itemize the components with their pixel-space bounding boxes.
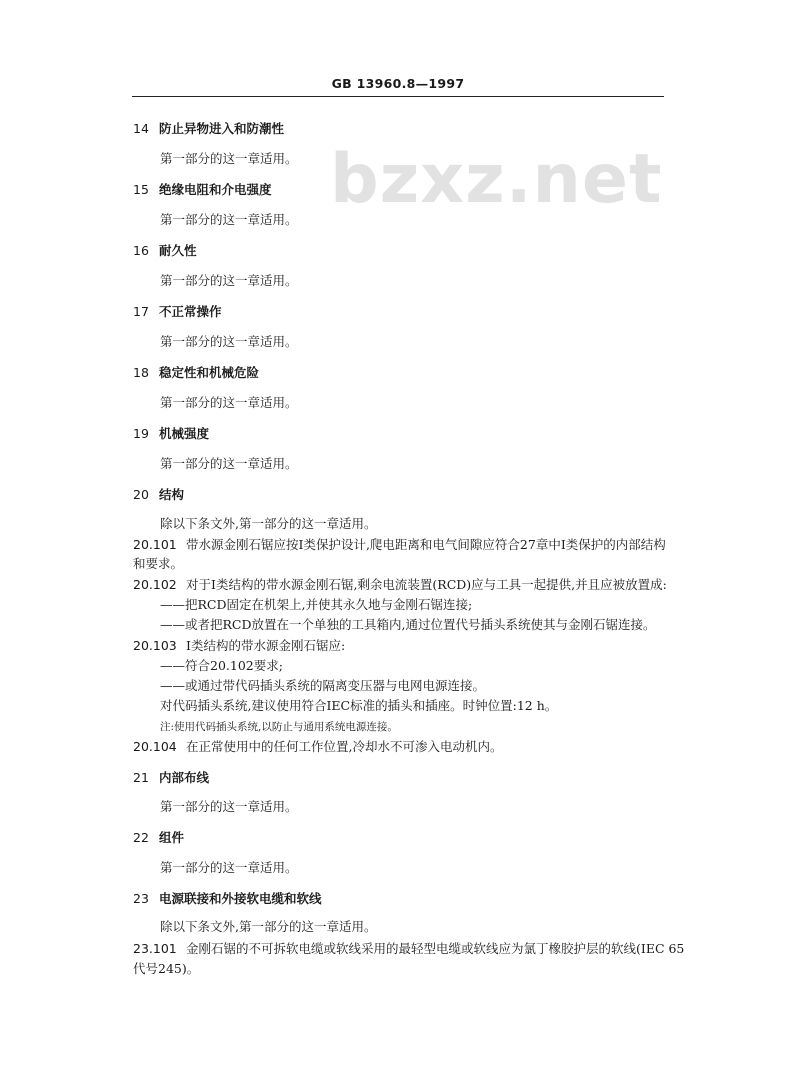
- section-heading: [133, 487, 184, 503]
- section-title: 稳定性和机械危险: [159, 365, 260, 380]
- section-body: 除以下条文外,第一部分的这一章适用。: [160, 516, 377, 531]
- section-title: 不正常操作: [159, 304, 222, 319]
- section-body: 第一部分的这一章适用。: [160, 395, 298, 410]
- section-title: 耐久性: [159, 243, 197, 258]
- section-heading: [133, 121, 284, 137]
- header-rule: [132, 96, 664, 97]
- list-item: ——或者把RCD放置在一个单独的工具箱内,通过位置代号插头系统使其与金刚石锯连接。: [160, 617, 656, 632]
- list-item: ——符合20.102要求;: [160, 658, 283, 673]
- clause-text: 对于Ⅰ类结构的带水源金刚石锯,剩余电流装置(RCD)应与工具一起提供,并且应被放置成:: [186, 577, 667, 592]
- section-number: 19: [133, 426, 149, 441]
- section-title: 绝缘电阻和介电强度: [159, 182, 272, 197]
- section-title: 组件: [159, 830, 185, 845]
- section-title: 内部布线: [159, 770, 210, 785]
- section-body: 第一部分的这一章适用。: [160, 334, 298, 349]
- list-item: ——或通过带代码插头系统的隔离变压器与电网电源连接。: [160, 678, 486, 693]
- watermark: bzxz.net: [330, 140, 663, 219]
- clause-text: Ⅰ类结构的带水源金刚石锯应:: [186, 638, 346, 653]
- clause-number: 20.101: [133, 537, 177, 552]
- section-heading: [133, 365, 259, 381]
- clause-text: 金刚石锯的不可拆软电缆或软线采用的最轻型电缆或软线应为氯丁橡胶护层的软线(IEC 65: [186, 941, 685, 956]
- section-heading: [133, 243, 197, 259]
- section-heading: [133, 770, 209, 786]
- section-body: 第一部分的这一章适用。: [160, 456, 298, 471]
- clause-text-continued: 代号245)。: [133, 961, 200, 976]
- section-heading: [133, 182, 272, 198]
- section-title: 防止异物进入和防潮性: [159, 121, 285, 136]
- section-heading: [133, 891, 322, 907]
- clause-number: 23.101: [133, 941, 177, 956]
- clause-text: 对代码插头系统,建议使用符合IEC标准的插头和插座。时钟位置:12 h。: [160, 698, 558, 713]
- note: 注:使用代码插头系统,以防止与通用系统电源连接。: [160, 721, 398, 733]
- clause-text: 在正常使用中的任何工作位置,冷却水不可渗入电动机内。: [186, 739, 503, 754]
- clause-number: 20.103: [133, 638, 177, 653]
- section-number: 15: [133, 182, 149, 197]
- clause-20-102: [133, 577, 667, 593]
- section-heading: [133, 426, 209, 442]
- section-title: 结构: [159, 487, 185, 502]
- clause-text-continued: 和要求。: [133, 556, 184, 571]
- section-title: 电源联接和外接软电缆和软线: [159, 891, 322, 906]
- section-number: 17: [133, 304, 149, 319]
- list-item: ——把RCD固定在机架上,并使其永久地与金刚石锯连接;: [160, 597, 473, 612]
- clause-23-101: [133, 941, 684, 957]
- section-body: 第一部分的这一章适用。: [160, 273, 298, 288]
- section-number: 23: [133, 891, 149, 906]
- section-number: 21: [133, 770, 149, 785]
- section-heading: [133, 304, 222, 320]
- section-number: 16: [133, 243, 149, 258]
- section-title: 机械强度: [159, 426, 210, 441]
- section-number: 22: [133, 830, 149, 845]
- clause-number: 20.104: [133, 739, 177, 754]
- clause-20-103: [133, 638, 345, 654]
- section-body: 第一部分的这一章适用。: [160, 860, 298, 875]
- section-body: 第一部分的这一章适用。: [160, 151, 298, 166]
- section-heading: [133, 830, 184, 846]
- section-body: 除以下条文外,第一部分的这一章适用。: [160, 919, 377, 934]
- section-number: 20: [133, 487, 149, 502]
- clause-number: 20.102: [133, 577, 177, 592]
- section-body: 第一部分的这一章适用。: [160, 212, 298, 227]
- section-number: 18: [133, 365, 149, 380]
- clause-text: 带水源金刚石锯应按Ⅰ类保护设计,爬电距离和电气间隙应符合27章中Ⅰ类保护的内部结构: [186, 537, 666, 552]
- document-header: GB 13960.8—1997: [331, 76, 465, 91]
- clause-20-104: [133, 739, 502, 755]
- section-number: 14: [133, 121, 149, 136]
- clause-20-101: [133, 537, 666, 553]
- section-body: 第一部分的这一章适用。: [160, 799, 298, 814]
